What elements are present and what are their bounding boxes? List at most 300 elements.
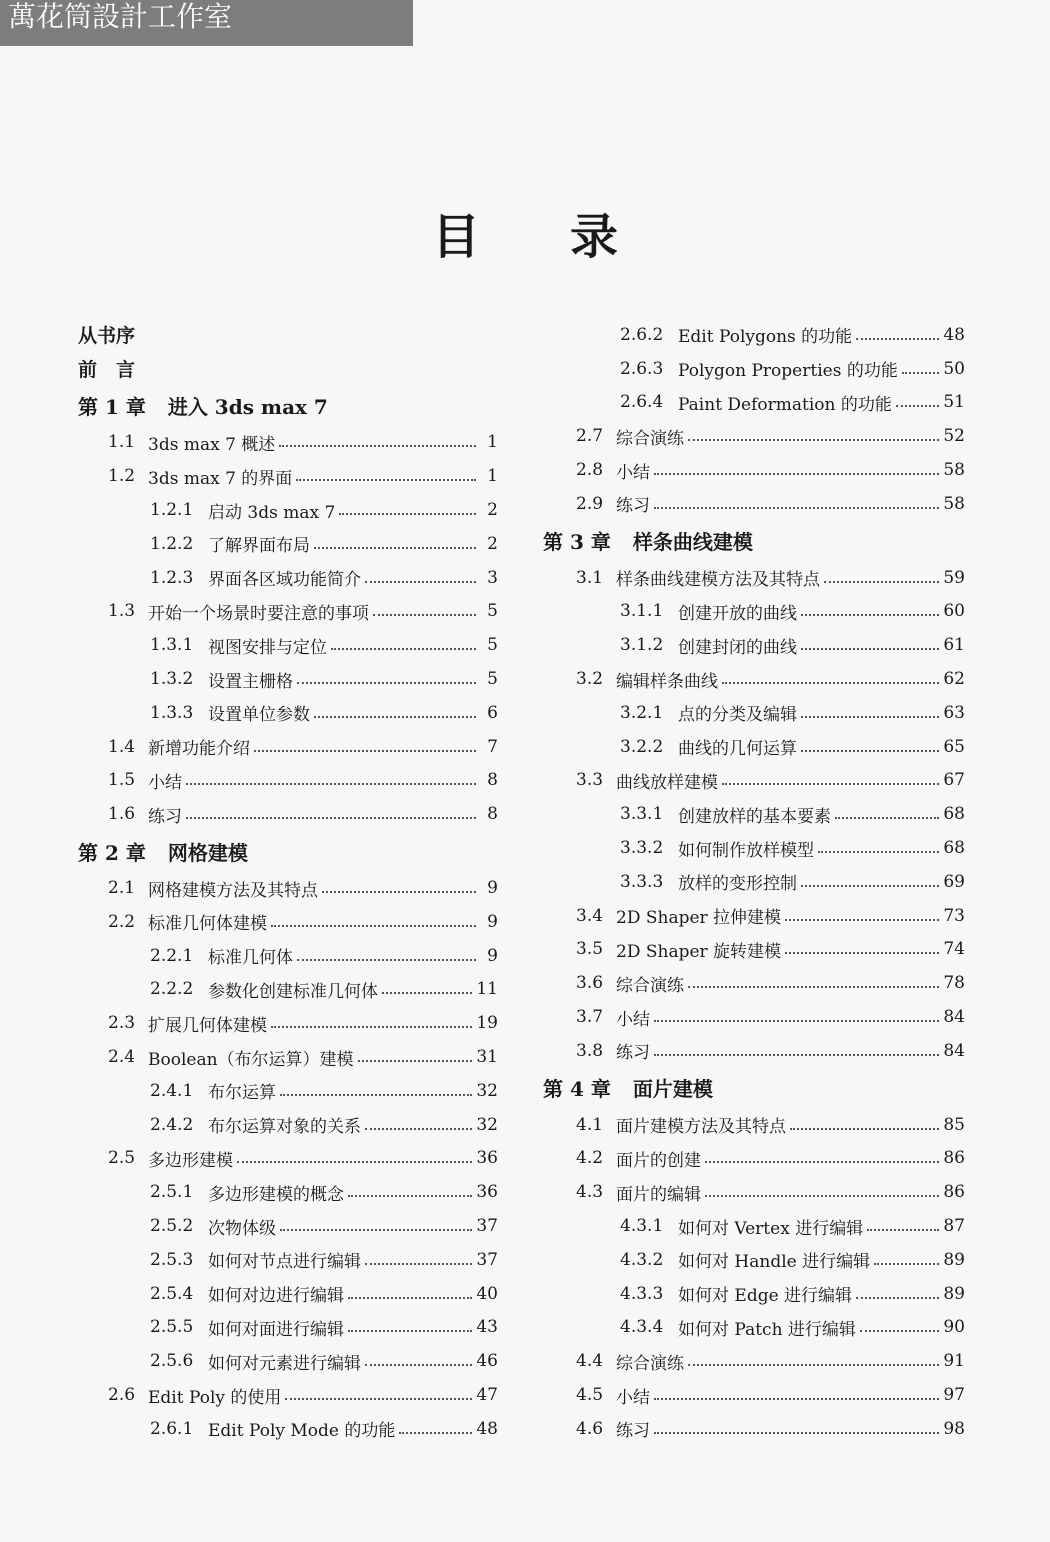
toc-entry-title: 放样的变形控制: [678, 874, 797, 895]
toc-page-number: 85: [943, 1114, 965, 1135]
toc-page-number: 84: [943, 1007, 965, 1028]
toc-dot-leader: [654, 1432, 939, 1434]
toc-dot-leader: [365, 1263, 472, 1265]
toc-entry-number: 1.3.2: [150, 669, 194, 690]
toc-entry: [543, 1344, 965, 1378]
toc-entry-number: 1.3.1: [150, 635, 194, 656]
toc-entry-title: 新增功能介绍: [148, 739, 250, 760]
toc-entry-title: 参数化创建标准几何体: [208, 981, 378, 1002]
toc-entry-title: 启动 3ds max 7: [208, 502, 336, 523]
toc-entry-number: 4.3: [576, 1182, 604, 1203]
toc-entry: [543, 487, 965, 521]
toc-page-number: 8: [487, 804, 498, 825]
toc-entry: [78, 561, 498, 595]
toc-entry-number: 3.1.1: [620, 601, 664, 622]
toc-entry-number: 2.2.2: [150, 979, 194, 1000]
toc-page-number: 69: [943, 871, 965, 892]
toc-entry-number: 1.2.1: [150, 500, 194, 521]
toc-dot-leader: [874, 1263, 939, 1265]
toc-dot-leader: [365, 1128, 472, 1130]
toc-page-number: 60: [943, 601, 965, 622]
toc-page-number: 84: [943, 1040, 965, 1061]
toc-entry-title: 创建放样的基本要素: [678, 806, 831, 827]
toc-entry-title: 创建封闭的曲线: [678, 637, 797, 658]
toc-page-number: 58: [943, 493, 965, 514]
toc-entry-number: 1.2.3: [150, 567, 194, 588]
toc-entry-number: 4.1: [576, 1114, 604, 1135]
toc-page-number: 37: [476, 1249, 498, 1270]
toc-dot-leader: [688, 1364, 939, 1366]
toc-entry: [78, 1209, 498, 1243]
toc-entry: [78, 696, 498, 730]
toc-chapter-heading: [78, 386, 498, 426]
toc-entry-title: 布尔运算对象的关系: [208, 1117, 361, 1138]
toc-entry-title: 如何对 Edge 进行编辑: [678, 1286, 853, 1307]
toc-dot-leader: [860, 1330, 939, 1332]
toc-entry: [78, 939, 498, 973]
toc-entry-title: 面片的编辑: [616, 1184, 701, 1205]
toc-dot-leader: [279, 445, 476, 447]
toc-entry-number: 2.5.3: [150, 1249, 194, 1270]
toc-page-number: 67: [943, 770, 965, 791]
toc-entry: [78, 352, 498, 386]
toc-entry-number: 2.5.2: [150, 1216, 194, 1237]
toc-entry-title: 编辑样条曲线: [616, 671, 718, 692]
toc-entry-title: 标准几何体: [208, 948, 293, 969]
toc-entry: [78, 459, 498, 493]
toc-entry-title: 如何对元素进行编辑: [208, 1353, 361, 1374]
toc-entry-number: 2.4.2: [150, 1114, 194, 1135]
toc-entry-title: 如何对 Patch 进行编辑: [678, 1319, 856, 1340]
toc-entry: [78, 1074, 498, 1108]
toc-page-number: 62: [943, 669, 965, 690]
toc-dot-leader: [280, 1094, 472, 1096]
toc-entry: [543, 1142, 965, 1176]
toc-entry-number: 2.6.2: [620, 324, 664, 345]
toc-entry-title: 视图安排与定位: [208, 637, 327, 658]
toc-entry: [78, 1378, 498, 1412]
toc-page-number: 74: [943, 939, 965, 960]
toc-entry-number: 3.1: [576, 567, 604, 588]
toc-dot-leader: [654, 1398, 939, 1400]
toc-entry: [543, 386, 965, 420]
toc-entry-number: 1.2.2: [150, 533, 194, 554]
toc-entry-number: 2.7: [576, 426, 604, 447]
toc-entry-number: 4.5: [576, 1385, 604, 1405]
toc-entry: [78, 318, 498, 352]
toc-entry: [543, 1412, 965, 1446]
toc-entry-title: 前 言: [78, 359, 136, 382]
toc-entry-title: 设置主栅格: [208, 671, 293, 692]
toc-entry-number: 2.8: [576, 460, 604, 481]
toc-entry-title: Edit Poly Mode 的功能: [208, 1421, 396, 1442]
toc-entry: [543, 1277, 965, 1311]
toc-page-number: 32: [476, 1114, 498, 1135]
toc-entry: [78, 871, 498, 905]
toc-dot-leader: [271, 1026, 472, 1028]
toc-entry-title: 如何对 Handle 进行编辑: [678, 1252, 871, 1273]
toc-entry-number: 3.2.1: [620, 702, 664, 723]
toc-dot-leader: [314, 716, 476, 718]
toc-page-number: 48: [476, 1418, 498, 1439]
toc-page-number: 90: [943, 1317, 965, 1338]
toc-dot-leader: [348, 1330, 472, 1332]
toc-entry-title: Paint Deformation 的功能: [678, 394, 892, 415]
toc-page-number: 52: [943, 426, 965, 447]
toc-page-number: 63: [943, 702, 965, 723]
toc-page-number: 9: [487, 945, 498, 966]
toc-dot-leader: [186, 783, 476, 785]
toc-entry-title: 进入 3ds max 7: [167, 395, 328, 420]
toc-entry: [543, 1311, 965, 1345]
toc-dot-leader: [280, 1229, 472, 1231]
toc-dot-leader: [186, 817, 476, 819]
toc-dot-leader: [654, 473, 939, 475]
toc-entry-title: 练习: [148, 806, 182, 827]
toc-entry: [543, 595, 965, 629]
toc-dot-leader: [705, 1195, 939, 1197]
toc-entry-title: Boolean（布尔运算）建模: [148, 1049, 354, 1070]
toc-page-number: 89: [943, 1283, 965, 1304]
toc-entry-number: 2.5.6: [150, 1351, 194, 1372]
toc-entry-number: 3.1.2: [620, 635, 664, 656]
toc-entry-number: 4.2: [576, 1148, 604, 1169]
toc-dot-leader: [297, 959, 476, 961]
toc-page-number: 86: [943, 1182, 965, 1203]
toc-page-number: 36: [476, 1148, 498, 1169]
toc-entry: [78, 1006, 498, 1040]
toc-entry: [543, 933, 965, 967]
toc-entry-number: 1.3: [108, 601, 136, 622]
toc-left-column: [78, 318, 498, 1446]
toc-dot-leader: [654, 1020, 939, 1022]
toc-entry-number: 3.8: [576, 1040, 604, 1061]
toc-dot-leader: [654, 1054, 939, 1056]
toc-entry-title: 如何对面进行编辑: [208, 1319, 344, 1340]
toc-page-number: 2: [487, 533, 498, 554]
toc-entry-number: 2.9: [576, 493, 604, 514]
toc-entry-title: 开始一个场景时要注意的事项: [148, 603, 369, 624]
toc-entry-number: 4.3.2: [620, 1249, 664, 1270]
toc-page-number: 50: [943, 358, 965, 379]
toc-entry: [543, 966, 965, 1000]
toc-entry: [78, 973, 498, 1007]
toc-dot-leader: [339, 513, 476, 515]
toc-page-number: 87: [943, 1216, 965, 1237]
toc-entry-number: 2.6: [108, 1385, 136, 1405]
toc-entry-title: 综合演练: [616, 975, 684, 996]
toc-page-number: 5: [487, 669, 498, 690]
toc-entry-number: 3.7: [576, 1007, 604, 1028]
toc-entry-number: 4.3.1: [620, 1216, 664, 1237]
toc-entry: [78, 493, 498, 527]
toc-entry-number: 4.6: [576, 1418, 604, 1439]
toc-right-column: [543, 318, 965, 1446]
toc-entry-title: 设置单位参数: [208, 705, 310, 726]
toc-entry: [78, 595, 498, 629]
toc-entry-number: 第 1 章: [78, 395, 146, 420]
toc-entry-title: 标准几何体建模: [148, 914, 267, 935]
toc-page-number: 73: [943, 905, 965, 926]
toc-entry: [543, 1034, 965, 1068]
toc-entry-title: 3ds max 7 概述: [148, 434, 276, 455]
toc-entry-title: 如何对边进行编辑: [208, 1286, 344, 1307]
toc-entry-number: 3.2.2: [620, 736, 664, 757]
toc-entry-number: 2.5.5: [150, 1317, 194, 1338]
toc-entry: [78, 527, 498, 561]
toc-entry-number: 3.6: [576, 973, 604, 994]
toc-dot-leader: [382, 992, 472, 994]
toc-page-number: 59: [943, 567, 965, 588]
toc-entry-title: 练习: [616, 1043, 650, 1064]
toc-dot-leader: [801, 614, 939, 616]
toc-page-number: 31: [476, 1047, 498, 1068]
toc-dot-leader: [688, 986, 939, 988]
toc-entry-title: 创建开放的曲线: [678, 603, 797, 624]
watermark-banner: 萬花筒設計工作室: [0, 0, 413, 46]
toc-entry: [543, 1243, 965, 1277]
toc-dot-leader: [314, 547, 476, 549]
toc-entry-number: 1.3.3: [150, 702, 194, 723]
toc-entry: [78, 1412, 498, 1446]
toc-entry-number: 2.6.1: [150, 1418, 194, 1439]
toc-entry-number: 3.3.3: [620, 871, 664, 892]
toc-entry-number: 第 2 章: [78, 840, 146, 865]
toc-entry-title: 小结: [616, 462, 650, 483]
toc-entry-title: 扩展几何体建模: [148, 1015, 267, 1036]
toc-dot-leader: [722, 682, 939, 684]
toc-entry-title: 3ds max 7 的界面: [148, 468, 293, 489]
toc-entry-title: 样条曲线建模: [632, 530, 753, 555]
toc-entry: [543, 865, 965, 899]
toc-dot-leader: [785, 919, 939, 921]
toc-entry-title: 练习: [616, 1421, 650, 1442]
toc-entry-title: 小结: [148, 772, 182, 793]
toc-entry: [78, 1040, 498, 1074]
toc-entry-title: 综合演练: [616, 1353, 684, 1374]
toc-dot-leader: [322, 891, 476, 893]
toc-entry-title: 布尔运算: [208, 1083, 276, 1104]
toc-entry: [543, 1209, 965, 1243]
toc-chapter-heading: [543, 1068, 965, 1108]
toc-dot-leader: [785, 952, 939, 954]
toc-page-number: 5: [487, 601, 498, 622]
toc-dot-leader: [801, 750, 939, 752]
toc-entry-title: 面片的创建: [616, 1150, 701, 1171]
toc-entry-title: 网格建模方法及其特点: [148, 880, 318, 901]
toc-entry-number: 2.2.1: [150, 945, 194, 966]
toc-entry-title: 网格建模: [167, 840, 248, 865]
toc-page-number: 40: [476, 1283, 498, 1304]
toc-entry-title: 如何对节点进行编辑: [208, 1252, 361, 1273]
toc-page-number: 36: [476, 1182, 498, 1203]
toc-entry-title: 界面各区域功能简介: [208, 570, 361, 591]
toc-entry: [543, 1378, 965, 1412]
toc-dot-leader: [818, 851, 939, 853]
toc-page-number: 48: [943, 324, 965, 345]
toc-entry: [543, 730, 965, 764]
toc-entry: [543, 628, 965, 662]
toc-entry-title: 面片建模: [632, 1077, 713, 1102]
toc-dot-leader: [856, 338, 939, 340]
toc-dot-leader: [348, 1297, 472, 1299]
toc-entry: [543, 453, 965, 487]
toc-entry: [543, 1108, 965, 1142]
toc-entry: [543, 696, 965, 730]
toc-entry-title: 点的分类及编辑: [678, 705, 797, 726]
toc-entry-number: 第 4 章: [543, 1077, 611, 1102]
toc-page-number: 43: [476, 1317, 498, 1338]
toc-entry-title: Edit Polygons 的功能: [678, 327, 853, 348]
toc-entry: [78, 730, 498, 764]
toc-page-number: 8: [487, 770, 498, 791]
toc-entry: [543, 1175, 965, 1209]
toc-dot-leader: [399, 1432, 472, 1434]
toc-entry: [78, 1108, 498, 1142]
toc-entry: [78, 1243, 498, 1277]
toc-dot-leader: [296, 479, 476, 481]
toc-page-number: 78: [943, 973, 965, 994]
toc-dot-leader: [285, 1398, 472, 1400]
toc-entry-number: 1.5: [108, 770, 136, 791]
toc-entry-title: Polygon Properties 的功能: [678, 361, 898, 382]
toc-entry: [78, 1311, 498, 1345]
toc-dot-leader: [722, 783, 939, 785]
toc-entry-number: 2.6.4: [620, 392, 664, 413]
toc-entry: [543, 318, 965, 352]
toc-entry: [78, 1344, 498, 1378]
toc-entry: [543, 419, 965, 453]
toc-page-number: 5: [487, 635, 498, 656]
toc-entry: [543, 561, 965, 595]
toc-entry: [78, 628, 498, 662]
toc-entry: [78, 764, 498, 798]
toc-page-number: 11: [476, 979, 498, 1000]
toc-dot-leader: [801, 648, 939, 650]
toc-page-number: 51: [943, 392, 965, 413]
toc-page-number: 58: [943, 460, 965, 481]
toc-entry-title: 从书序: [78, 325, 136, 348]
toc-entry-number: 2.5.1: [150, 1182, 194, 1203]
toc-entry: [78, 426, 498, 460]
toc-entry-number: 2.2: [108, 911, 136, 932]
toc-page-number: 2: [487, 500, 498, 521]
toc-page-number: 98: [943, 1418, 965, 1439]
toc-entry-number: 第 3 章: [543, 530, 611, 555]
toc-dot-leader: [654, 507, 939, 509]
toc-entry-number: 2.1: [108, 878, 136, 899]
toc-entry: [78, 905, 498, 939]
toc-page-number: 6: [487, 702, 498, 723]
toc-dot-leader: [237, 1161, 472, 1163]
toc-dot-leader: [365, 1364, 472, 1366]
toc-dot-leader: [365, 581, 476, 583]
toc-entry-title: 如何制作放样模型: [678, 840, 814, 861]
toc-dot-leader: [331, 648, 476, 650]
toc-dot-leader: [824, 581, 939, 583]
toc-entry: [543, 352, 965, 386]
toc-entry-title: 多边形建模的概念: [208, 1184, 344, 1205]
toc-dot-leader: [801, 885, 939, 887]
toc-page-number: 68: [943, 838, 965, 859]
toc-entry-title: 如何对 Vertex 进行编辑: [678, 1218, 864, 1239]
toc-entry-number: 2.6.3: [620, 358, 664, 379]
toc-entry-number: 1.4: [108, 736, 136, 757]
toc-entry-title: 2D Shaper 拉伸建模: [616, 908, 782, 929]
toc-entry-number: 4.3.4: [620, 1317, 664, 1338]
toc-entry: [78, 662, 498, 696]
toc-page-number: 1: [487, 432, 498, 453]
toc-entry-number: 4.3.3: [620, 1283, 664, 1304]
toc-dot-leader: [348, 1195, 472, 1197]
toc-page-number: 61: [943, 635, 965, 656]
toc-dot-leader: [902, 372, 940, 374]
toc-chapter-heading: [78, 831, 498, 871]
toc-page-number: 86: [943, 1148, 965, 1169]
toc-dot-leader: [271, 925, 476, 927]
toc-entry-number: 3.5: [576, 939, 604, 960]
toc-page-number: 3: [487, 567, 498, 588]
toc-entry: [78, 1142, 498, 1176]
toc-entry-number: 3.3.1: [620, 804, 664, 825]
toc-entry: [543, 662, 965, 696]
toc-dot-leader: [297, 682, 476, 684]
toc-entry-title: 面片建模方法及其特点: [616, 1117, 786, 1138]
toc-entry-number: 2.5.4: [150, 1283, 194, 1304]
toc-page-number: 1: [487, 466, 498, 487]
page-title: 目录: [431, 209, 708, 265]
toc-entry-number: 4.4: [576, 1351, 604, 1372]
toc-entry: [78, 1277, 498, 1311]
toc-page-number: 97: [943, 1385, 965, 1405]
toc-page-number: 68: [943, 804, 965, 825]
toc-dot-leader: [254, 750, 476, 752]
toc-page-number: 9: [487, 878, 498, 899]
toc-page-number: 65: [943, 736, 965, 757]
toc-entry-title: 2D Shaper 旋转建模: [616, 941, 782, 962]
toc-entry-number: 2.4: [108, 1047, 136, 1068]
toc-entry-number: 1.2: [108, 466, 136, 487]
toc-dot-leader: [373, 614, 476, 616]
toc-page-number: 32: [476, 1080, 498, 1101]
toc-page-number: 89: [943, 1249, 965, 1270]
toc-entry: [543, 1000, 965, 1034]
toc-dot-leader: [705, 1161, 939, 1163]
toc-page-number: 91: [943, 1351, 965, 1372]
toc-page-number: 7: [487, 736, 498, 757]
toc-page-number: 9: [487, 911, 498, 932]
toc-entry-title: 小结: [616, 1009, 650, 1030]
toc-dot-leader: [790, 1128, 939, 1130]
toc-page-number: 47: [476, 1385, 498, 1405]
toc-dot-leader: [867, 1229, 939, 1231]
toc-entry-number: 3.3.2: [620, 838, 664, 859]
toc-entry-number: 3.4: [576, 905, 604, 926]
toc-entry-title: 多边形建模: [148, 1150, 233, 1171]
toc-page-number: 46: [476, 1351, 498, 1372]
toc-entry: [78, 1175, 498, 1209]
toc-entry-title: 了解界面布局: [208, 536, 310, 557]
toc-entry-title: 综合演练: [616, 428, 684, 449]
toc-dot-leader: [688, 439, 939, 441]
toc-dot-leader: [835, 817, 939, 819]
toc-page-number: 37: [476, 1216, 498, 1237]
toc-entry-title: 曲线的几何运算: [678, 739, 797, 760]
toc-entry: [543, 899, 965, 933]
toc-entry: [543, 764, 965, 798]
toc-entry-number: 2.3: [108, 1013, 136, 1034]
toc-entry: [543, 831, 965, 865]
